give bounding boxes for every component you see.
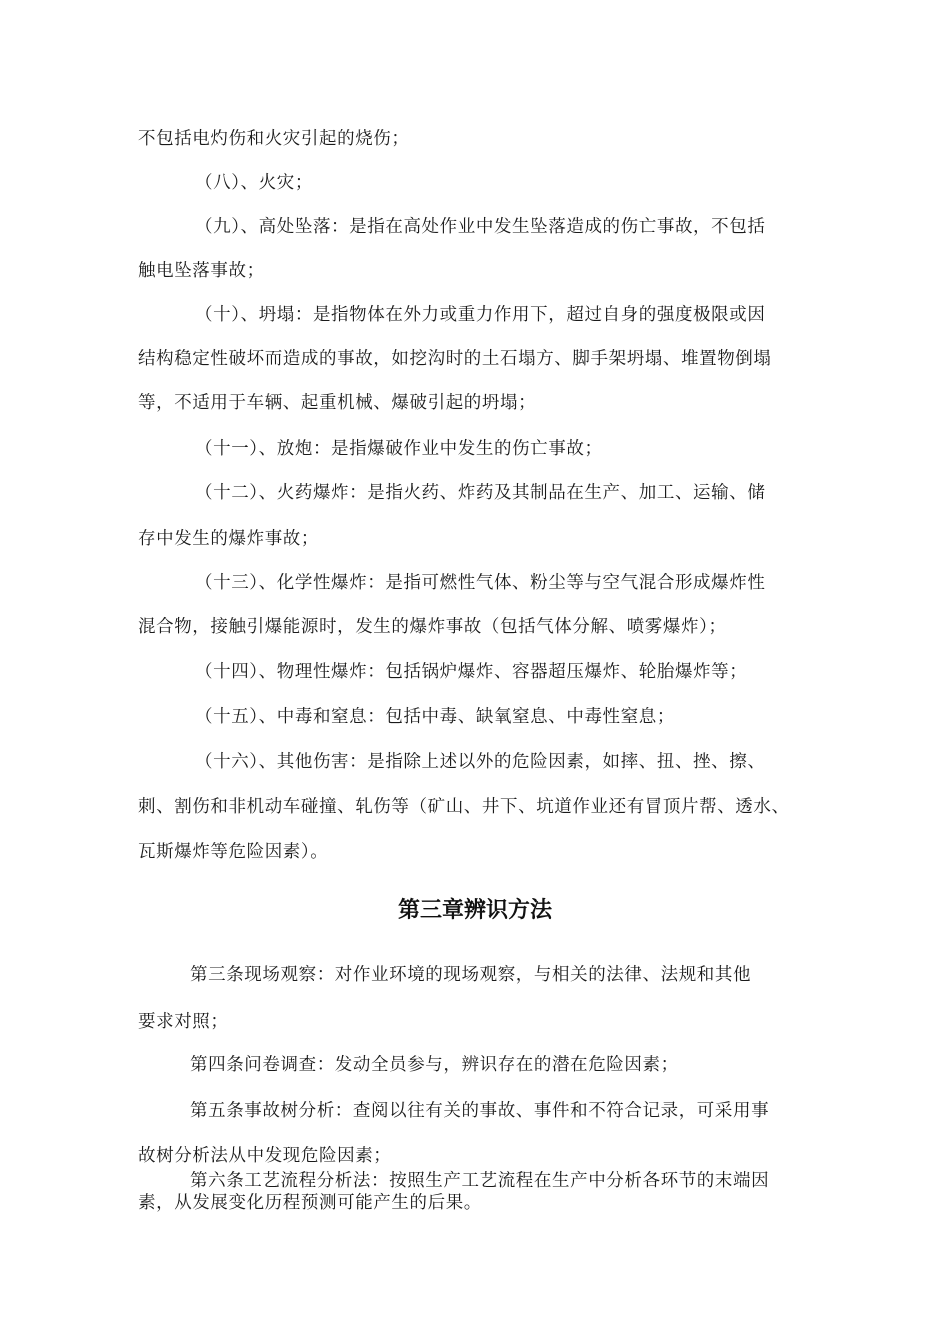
article-3: 第三条现场观察：对作业环境的现场观察，与相关的法律、法规和其他 [190, 965, 752, 985]
chapter-heading: 第三章辨识方法 [397, 898, 552, 923]
text-line: 触电坠落事故； [138, 261, 265, 281]
text-line: 混合物，接触引爆能源时，发生的爆炸事故（包括气体分解、喷雾爆炸）； [138, 617, 727, 637]
text-line: 结构稳定性破坏而造成的事故，如挖沟时的土石塌方、脚手架坍塌、堆置物倒塌 [138, 349, 772, 369]
article-4: 第四条问卷调查：发动全员参与，辨识存在的潜在危险因素； [190, 1055, 679, 1075]
list-item-9: （九）、高处坠落：是指在高处作业中发生坠落造成的伤亡事故，不包括 [195, 217, 766, 237]
text-line: 要求对照； [138, 1012, 229, 1032]
list-item-12: （十二）、火药爆炸：是指火药、炸药及其制品在生产、加工、运输、储 [195, 483, 766, 503]
text-line: 刺、割伤和非机动车碰撞、轧伤等（矿山、井下、坑道作业还有冒顶片帮、透水、 [138, 797, 790, 817]
text-line: 瓦斯爆炸等危险因素）。 [138, 842, 329, 862]
article-5: 第五条事故树分析：查阅以往有关的事故、事件和不符合记录，可采用事 [190, 1101, 770, 1121]
list-item-15: （十五）、中毒和窒息：包括中毒、缺氧窒息、中毒性窒息； [195, 707, 675, 727]
list-item-8: （八）、火灾； [195, 173, 313, 193]
list-item-16: （十六）、其他伤害：是指除上述以外的危险因素，如摔、扭、挫、擦、 [195, 752, 766, 772]
text-line: 不包括电灼伤和火灾引起的烧伤； [138, 129, 410, 149]
text-line: 等，不适用于车辆、起重机械、爆破引起的坍塌； [138, 393, 537, 413]
list-item-14: （十四）、物理性爆炸：包括锅炉爆炸、容器超压爆炸、轮胎爆炸等； [195, 662, 748, 682]
text-line: 素，从发展变化历程预测可能产生的后果。 [138, 1193, 482, 1213]
list-item-10: （十）、坍塌：是指物体在外力或重力作用下，超过自身的强度极限或因 [195, 305, 766, 325]
text-line: 故树分析法从中发现危险因素； [138, 1146, 392, 1166]
list-item-11: （十一）、放炮：是指爆破作业中发生的伤亡事故； [195, 439, 603, 459]
list-item-13: （十三）、化学性爆炸：是指可燃性气体、粉尘等与空气混合形成爆炸性 [195, 573, 766, 593]
article-6: 第六条工艺流程分析法：按照生产工艺流程在生产中分析各环节的末端因 [190, 1171, 770, 1191]
text-line: 存中发生的爆炸事故； [138, 529, 319, 549]
